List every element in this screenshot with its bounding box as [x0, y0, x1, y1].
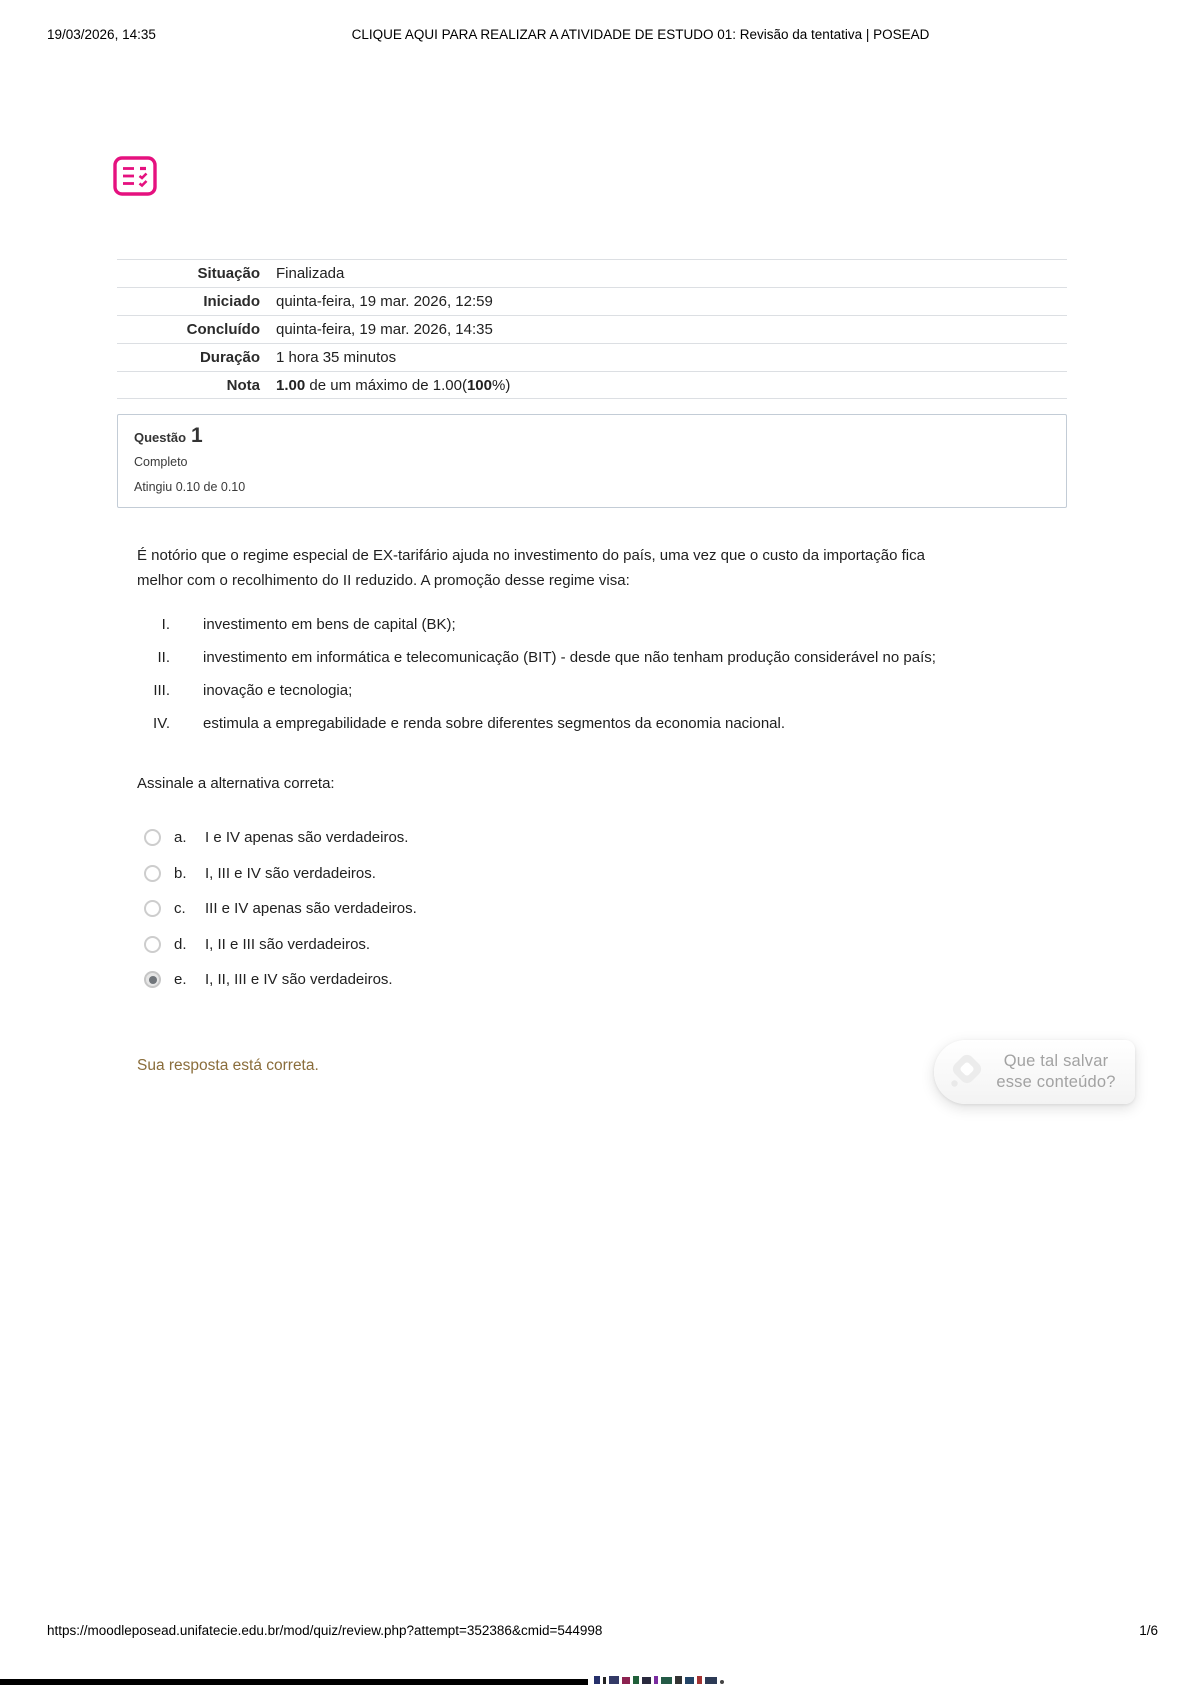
- list-item-marker: II.: [157, 649, 170, 666]
- row-label: Situação: [197, 265, 260, 282]
- save-widget-line1: Que tal salvar: [1003, 1052, 1109, 1070]
- grade-middle-text: de um máximo de 1.00(: [305, 376, 467, 394]
- list-item-marker: III.: [153, 682, 170, 699]
- option-letter: b.: [174, 864, 187, 882]
- question-title: [134, 424, 1050, 448]
- option-text: I, II e III são verdadeiros.: [205, 935, 371, 953]
- quiz-checklist-icon: [113, 156, 157, 196]
- answer-option-d[interactable]: [144, 927, 417, 963]
- option-letter: c.: [174, 900, 186, 918]
- answer-radio[interactable]: [144, 865, 161, 882]
- list-item-marker: IV.: [153, 715, 170, 732]
- grade-value: 1.00: [276, 376, 306, 394]
- list-item-text: investimento em informática e telecomunicação (BIT) - desde que não tenham produção considerável no país;: [203, 649, 936, 666]
- row-value: quinta-feira, 19 mar. 2026, 12:59: [276, 293, 493, 310]
- table-row: [117, 287, 1067, 315]
- question-points: Atingiu 0.10 de 0.10: [134, 480, 246, 494]
- question-text: É notório que o regime especial de EX-tarifário ajuda no investimento do país, uma vez que o custo da importação fica melhor com o recolhimento do II reduzido. A promoção desse regime visa:: [137, 547, 925, 589]
- answer-radio[interactable]: [144, 936, 161, 953]
- grade-percent: 100: [466, 376, 492, 394]
- print-header: [0, 27, 1191, 47]
- answer-radio[interactable]: [144, 900, 161, 917]
- list-item: [137, 707, 1097, 740]
- option-text: I, II, III e IV são verdadeiros.: [205, 971, 393, 989]
- question-label: Questão: [134, 430, 187, 445]
- row-label: Duração: [199, 349, 260, 366]
- answer-feedback: Sua resposta está correta.: [137, 1057, 319, 1074]
- question-status: Completo: [134, 455, 188, 469]
- row-value: Finalizada: [276, 265, 345, 282]
- list-item: [137, 608, 1097, 641]
- table-row: [117, 343, 1067, 371]
- question-meta-box: [117, 414, 1067, 508]
- print-datetime: 19/03/2026, 14:35: [47, 27, 156, 42]
- row-label: Concluído: [186, 321, 260, 338]
- print-page-number: 1/6: [1139, 1623, 1158, 1638]
- row-label: Nota: [226, 376, 260, 394]
- row-value: 1 hora 35 minutos: [276, 349, 397, 366]
- option-text: I, III e IV são verdadeiros.: [205, 864, 376, 882]
- list-item-marker: I.: [161, 616, 170, 633]
- save-widget-label: [987, 1051, 1135, 1093]
- print-artifact: [594, 1674, 724, 1684]
- question-prompt: Assinale a alternativa correta:: [137, 775, 335, 792]
- question-item-list: [137, 608, 1097, 740]
- list-item-text: inovação e tecnologia;: [203, 682, 353, 699]
- option-letter: a.: [174, 829, 187, 847]
- option-letter: d.: [174, 935, 187, 953]
- row-value: quinta-feira, 19 mar. 2026, 14:35: [276, 321, 493, 338]
- print-source-url: https://moodleposead.unifatecie.edu.br/mod/quiz/review.php?attempt=352386&cmid=544998: [47, 1623, 603, 1638]
- answer-radio[interactable]: [144, 971, 161, 988]
- option-letter: e.: [174, 971, 187, 989]
- question-number: 1: [191, 424, 203, 447]
- page-bottom-bar: [0, 1679, 588, 1685]
- answer-option-c[interactable]: [144, 891, 417, 927]
- gem-logo-icon: [947, 1052, 987, 1092]
- list-item-text: investimento em bens de capital (BK);: [203, 616, 456, 633]
- answer-option-b[interactable]: [144, 856, 417, 892]
- print-page-title: CLIQUE AQUI PARA REALIZAR A ATIVIDADE DE ESTUDO 01: Revisão da tentativa | POSEAD: [351, 27, 930, 42]
- answer-option-a[interactable]: [144, 820, 417, 856]
- answer-radio[interactable]: [144, 829, 161, 846]
- answer-option-e[interactable]: [144, 962, 417, 998]
- attempt-summary-table: [117, 259, 1067, 399]
- row-label: Iniciado: [203, 293, 260, 310]
- grade-suffix: %): [491, 376, 511, 394]
- list-item: [137, 674, 1097, 707]
- answer-options: [144, 820, 417, 998]
- save-widget-line2: esse conteúdo?: [996, 1073, 1116, 1091]
- save-content-widget[interactable]: [934, 1040, 1135, 1104]
- option-text: I e IV apenas são verdadeiros.: [205, 829, 409, 847]
- list-item: [137, 641, 1097, 674]
- list-item-text: estimula a empregabilidade e renda sobre diferentes segmentos da economia nacional.: [203, 715, 786, 732]
- table-row: [117, 259, 1067, 287]
- table-row-grade: [117, 371, 1067, 399]
- option-text: III e IV apenas são verdadeiros.: [205, 900, 417, 918]
- row-value-grade: [260, 377, 510, 394]
- table-row: [117, 315, 1067, 343]
